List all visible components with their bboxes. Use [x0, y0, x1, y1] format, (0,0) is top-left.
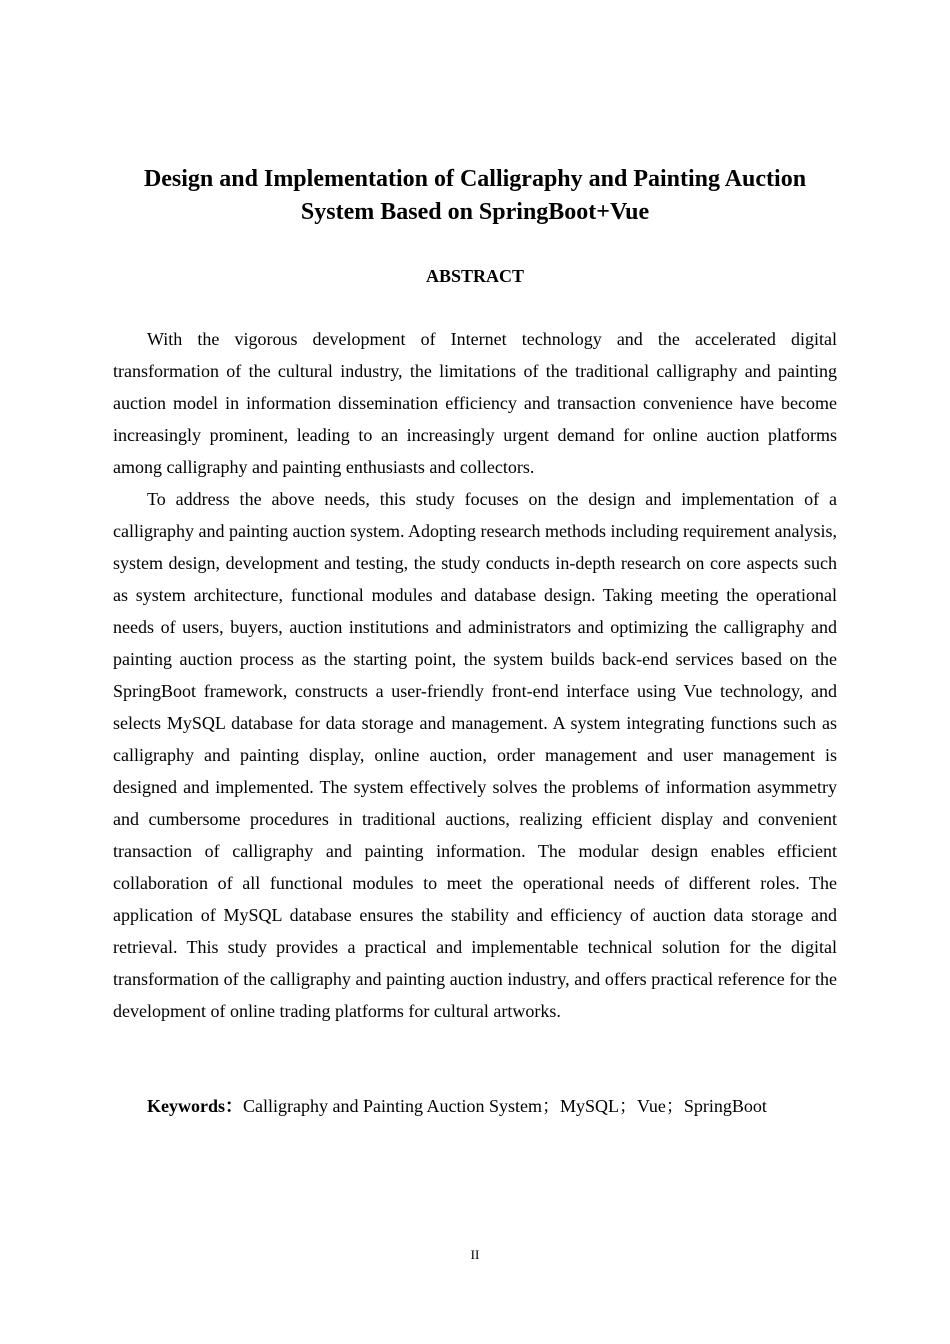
keywords-label: Keywords： — [147, 1096, 243, 1116]
abstract-paragraph-1: With the vigorous development of Internet technology and the accelerated digital transformation of the cultural industry, the limitations of the traditional calligraphy and painting auction model in information dissemination efficiency and transaction convenience have become increasingly prominent, leading to an increasingly urgent demand for online auction platforms among calligraphy and painting enthusiasts and collectors. — [113, 329, 837, 477]
page-number: II — [470, 1247, 480, 1262]
keywords-line — [147, 1090, 837, 1122]
abstract-heading: ABSTRACT — [425, 266, 525, 286]
paper-title — [113, 163, 837, 229]
paper-title-line-2: System Based on SpringBoot+Vue — [300, 199, 650, 225]
paper-title-line-1: Design and Implementation of Calligraphy and Painting Auction — [143, 166, 807, 192]
abstract-body — [113, 323, 837, 1027]
keywords-text: Calligraphy and Painting Auction System；MySQL；Vue；SpringBoot — [243, 1096, 767, 1116]
abstract-paragraph-2: To address the above needs, this study focuses on the design and implementation of a calligraphy and painting auction system. Adopting research methods including requirement analysis, system design, development and testing, the study conducts in-depth research on core aspects such as system architecture, functional modules and database design. Taking meeting the operational needs of users, buyers, auction institutions and administrators and optimizing the calligraphy and painting auction process as the starting point, the system builds back-end services based on the SpringBoot framework, constructs a user-friendly front-end interface using Vue technology, and selects MySQL database for data storage and management. A system integrating functions such as calligraphy and painting display, online auction, order management and user management is designed and implemented. The system effectively solves the problems of information asymmetry and cumbersome procedures in traditional auctions, realizing efficient display and convenient transaction of calligraphy and painting information. The modular design enables efficient collaboration of all functional modules to meet the operational needs of different roles. The application of MySQL database ensures the stability and efficiency of auction data storage and retrieval. This study provides a practical and implementable technical solution for the digital transformation of the calligraphy and painting auction industry, and offers practical reference for the development of online trading platforms for cultural artworks. — [113, 489, 837, 1021]
